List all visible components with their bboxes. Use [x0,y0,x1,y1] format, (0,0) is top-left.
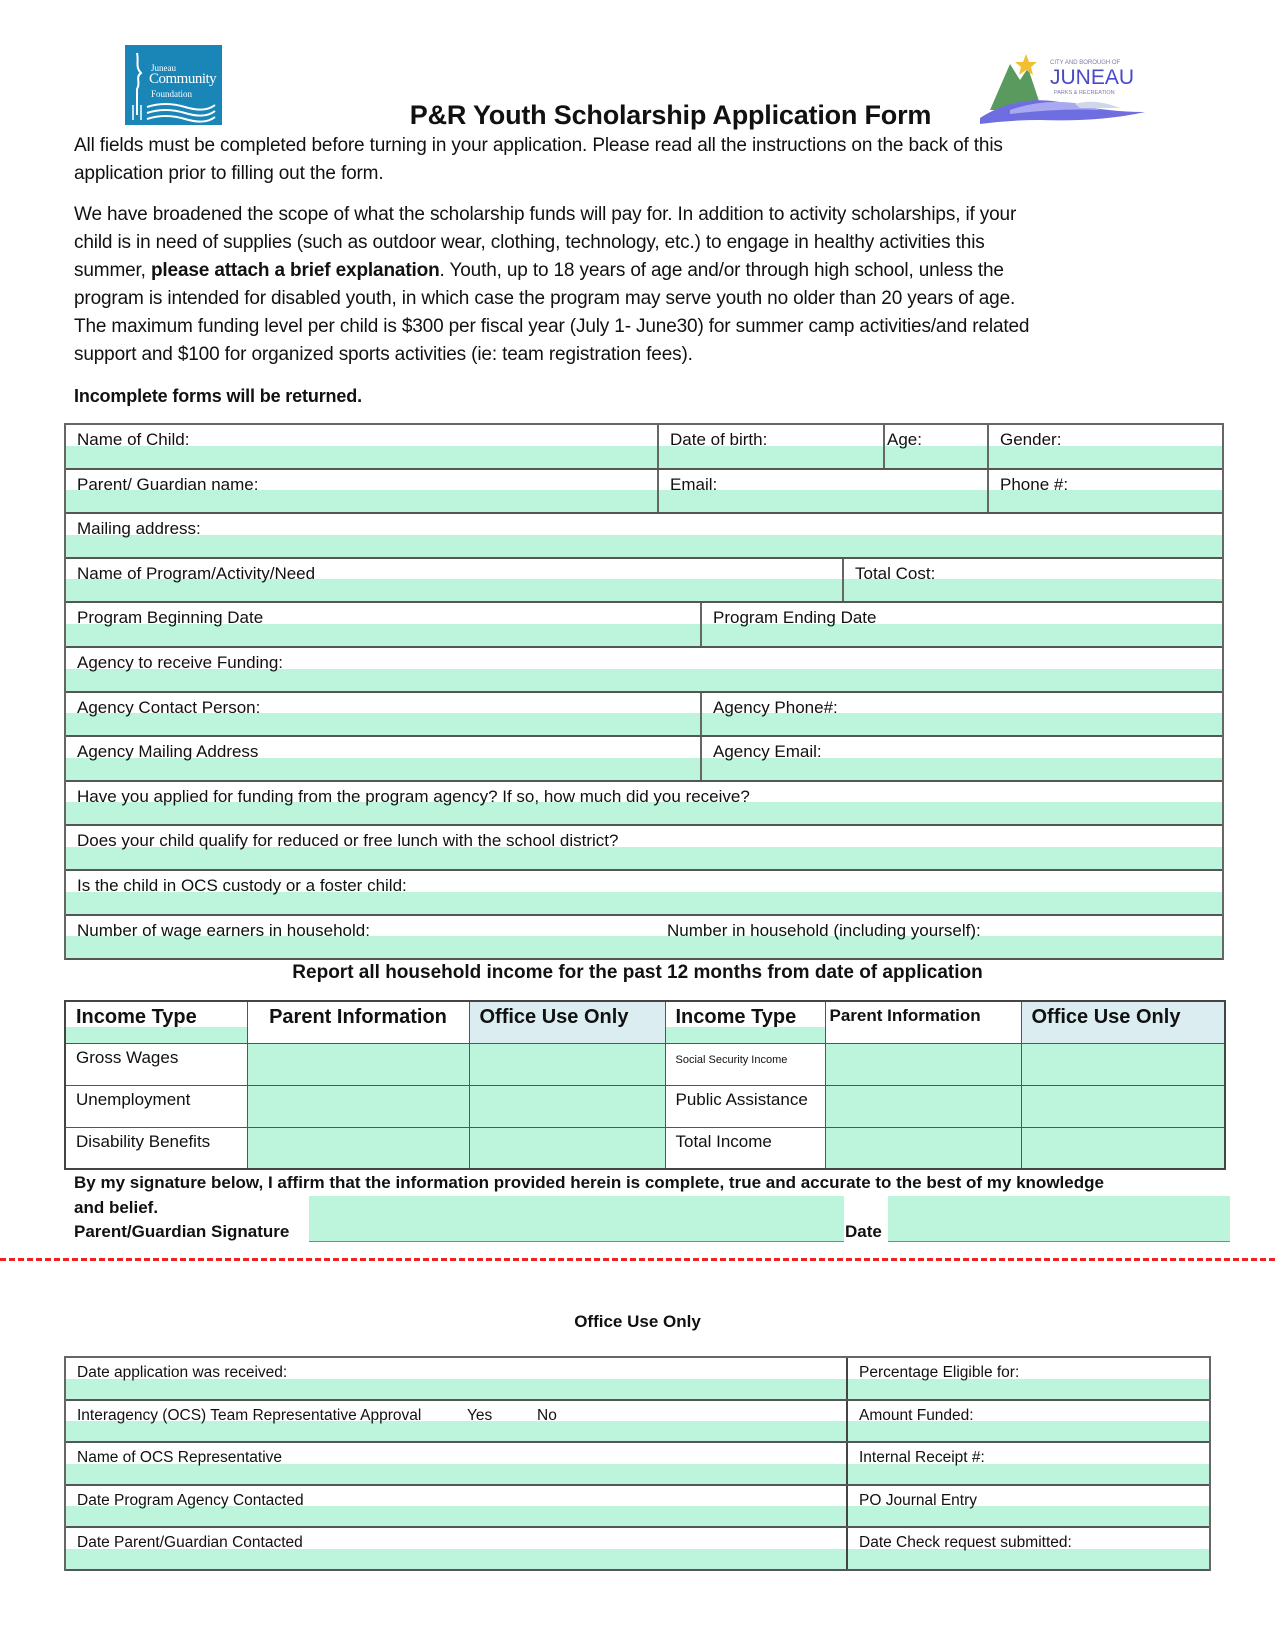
total-income-parent-input[interactable] [825,1127,1021,1169]
form-row [66,826,1222,871]
office-row [66,1486,1209,1529]
gross-wages-parent-input[interactable] [247,1043,469,1085]
intro-paragraph-1: All fields must be completed before turning in your application. Please read all the instructions on the back of this application prior to filling out the form. [74,135,1003,184]
household-numbers-field[interactable] [66,916,1222,959]
form-row [66,514,1222,559]
email-field[interactable]: Email: [659,470,989,513]
income-header-row [65,1001,1225,1043]
internal-receipt-field[interactable]: Internal Receipt #: [848,1443,1209,1484]
agency-contact-field[interactable]: Agency Contact Person: [66,693,702,736]
logo-text-juneau-big: JUNEAU [1050,66,1135,89]
approval-no-option[interactable]: No [537,1406,557,1424]
ocs-custody-field[interactable]: Is the child in OCS custody or a foster child: [66,871,1222,914]
logo-text-parks: PARKS & RECREATION [1054,90,1115,96]
income-type-header: Income Type [65,1001,247,1043]
form-row [66,470,1222,515]
ocs-approval-field[interactable]: Interagency (OCS) Team Representative Approval Yes No [66,1401,848,1442]
age-field[interactable]: Age: [885,425,989,468]
gender-field[interactable]: Gender: [989,425,1222,468]
income-row [65,1085,1225,1127]
agency-mailing-address-field[interactable]: Agency Mailing Address [66,737,702,780]
agency-funding-field[interactable]: Agency to receive Funding: [66,648,1222,691]
logo-text-juneau: Juneau [151,63,176,73]
public-assistance-parent-input[interactable] [825,1085,1021,1127]
form-row [66,603,1222,648]
page-title: P&R Youth Scholarship Application Form [409,100,932,130]
form-row [66,693,1222,738]
po-journal-entry-field[interactable]: PO Journal Entry [848,1486,1209,1527]
unemployment-office-input[interactable] [469,1085,665,1127]
agency-email-field[interactable]: Agency Email: [702,737,1222,780]
date-of-birth-field[interactable]: Date of birth: [659,425,885,468]
name-of-child-field[interactable]: Name of Child: [66,425,659,468]
incomplete-warning: Incomplete forms will be returned. [74,386,362,406]
income-type-label: Total Income [665,1127,825,1169]
office-row [66,1443,1209,1486]
office-row [66,1528,1209,1571]
applicant-form [64,423,1224,960]
agency-contacted-date-field[interactable]: Date Program Agency Contacted [66,1486,848,1527]
applied-funding-field[interactable]: Have you applied for funding from the program agency? If so, how much did you receive? [66,782,1222,825]
household-count-label: Number in household (including yourself): [667,920,981,940]
income-table [64,1000,1226,1170]
form-row [66,648,1222,693]
percentage-eligible-field[interactable]: Percentage Eligible for: [848,1358,1209,1399]
mailing-address-field[interactable]: Mailing address: [66,514,1222,557]
signature-date-input[interactable] [888,1196,1230,1242]
income-report-heading: Report all household income for the past 12 months from date of application [292,962,983,983]
approval-yes-option[interactable]: Yes [467,1406,493,1424]
form-row [66,425,1222,470]
logo-text-foundation: Foundation [151,89,193,99]
office-use-only-header: Office Use Only [469,1001,665,1043]
office-row [66,1358,1209,1401]
office-use-table [64,1356,1211,1571]
income-type-label: Gross Wages [65,1043,247,1085]
income-type-label: Social Security Income [665,1043,825,1085]
program-begin-date-field[interactable]: Program Beginning Date [66,603,702,646]
logo-text-community: Community [149,71,217,87]
program-end-date-field[interactable]: Program Ending Date [702,603,1222,646]
logo-text-city: CITY AND BOROUGH OF [1050,60,1121,66]
ocs-representative-field[interactable]: Name of OCS Representative [66,1443,848,1484]
income-row [65,1127,1225,1169]
amount-funded-field[interactable]: Amount Funded: [848,1401,1209,1442]
gross-wages-office-input[interactable] [469,1043,665,1085]
social-security-parent-input[interactable] [825,1043,1021,1085]
total-cost-field[interactable]: Total Cost: [844,559,1222,602]
free-lunch-field[interactable]: Does your child qualify for reduced or free lunch with the school district? [66,826,1222,869]
disability-parent-input[interactable] [247,1127,469,1169]
income-type-header: Income Type [665,1001,825,1043]
form-row [66,559,1222,604]
signature-label: Parent/Guardian Signature [74,1222,290,1241]
office-use-only-header: Office Use Only [1021,1001,1225,1043]
disability-office-input[interactable] [469,1127,665,1169]
form-row [66,916,1222,961]
social-security-office-input[interactable] [1021,1043,1225,1085]
parent-information-header: Parent Information [825,1001,1021,1043]
total-income-office-input[interactable] [1021,1127,1225,1169]
wage-earners-label: Number of wage earners in household: [77,920,370,940]
parent-information-header: Parent Information [247,1001,469,1043]
public-assistance-office-input[interactable] [1021,1085,1225,1127]
date-label: Date [845,1222,882,1241]
income-type-label: Disability Benefits [65,1127,247,1169]
form-row [66,737,1222,782]
parent-name-field[interactable]: Parent/ Guardian name: [66,470,659,513]
phone-field[interactable]: Phone #: [989,470,1222,513]
income-type-label: Public Assistance [665,1085,825,1127]
program-name-field[interactable]: Name of Program/Activity/Need [66,559,844,602]
income-row [65,1043,1225,1085]
attach-explanation-emphasis: please attach a brief explanation [150,260,440,281]
date-received-field[interactable]: Date application was received: [66,1358,848,1399]
affirmation-text: By my signature below, I affirm that the information provided herein is complete, true and accurate to the best of my knowledge and belief. [74,1173,1104,1217]
signature-input[interactable] [309,1196,844,1242]
office-use-title: Office Use Only [574,1312,701,1331]
cut-line-divider [0,1258,1275,1261]
form-row [66,782,1222,827]
form-row [66,871,1222,916]
office-row [66,1401,1209,1444]
check-request-date-field[interactable]: Date Check request submitted: [848,1528,1209,1569]
income-type-label: Unemployment [65,1085,247,1127]
unemployment-parent-input[interactable] [247,1085,469,1127]
parent-contacted-date-field[interactable]: Date Parent/Guardian Contacted [66,1528,848,1569]
agency-phone-field[interactable]: Agency Phone#: [702,693,1222,736]
intro-paragraph-2: We have broadened the scope of what the scholarship funds will pay for. In addition to activity scholarships, if your child is in need of supplies (such as outdoor wear, clothing, technology, etc.) to engage in healthy activities this summer, please attach a brief explanation. Youth, up to 18 years of age and/or through high school, unless the program is intended for disabled youth, in which case the program may serve youth no older than 20 years of age. The maximum funding level per child is $300 per fiscal year (July 1- June30) for summer camp activities/and related support and $100 for organized sports activities (ie: team registration fees). [74,204,1030,365]
